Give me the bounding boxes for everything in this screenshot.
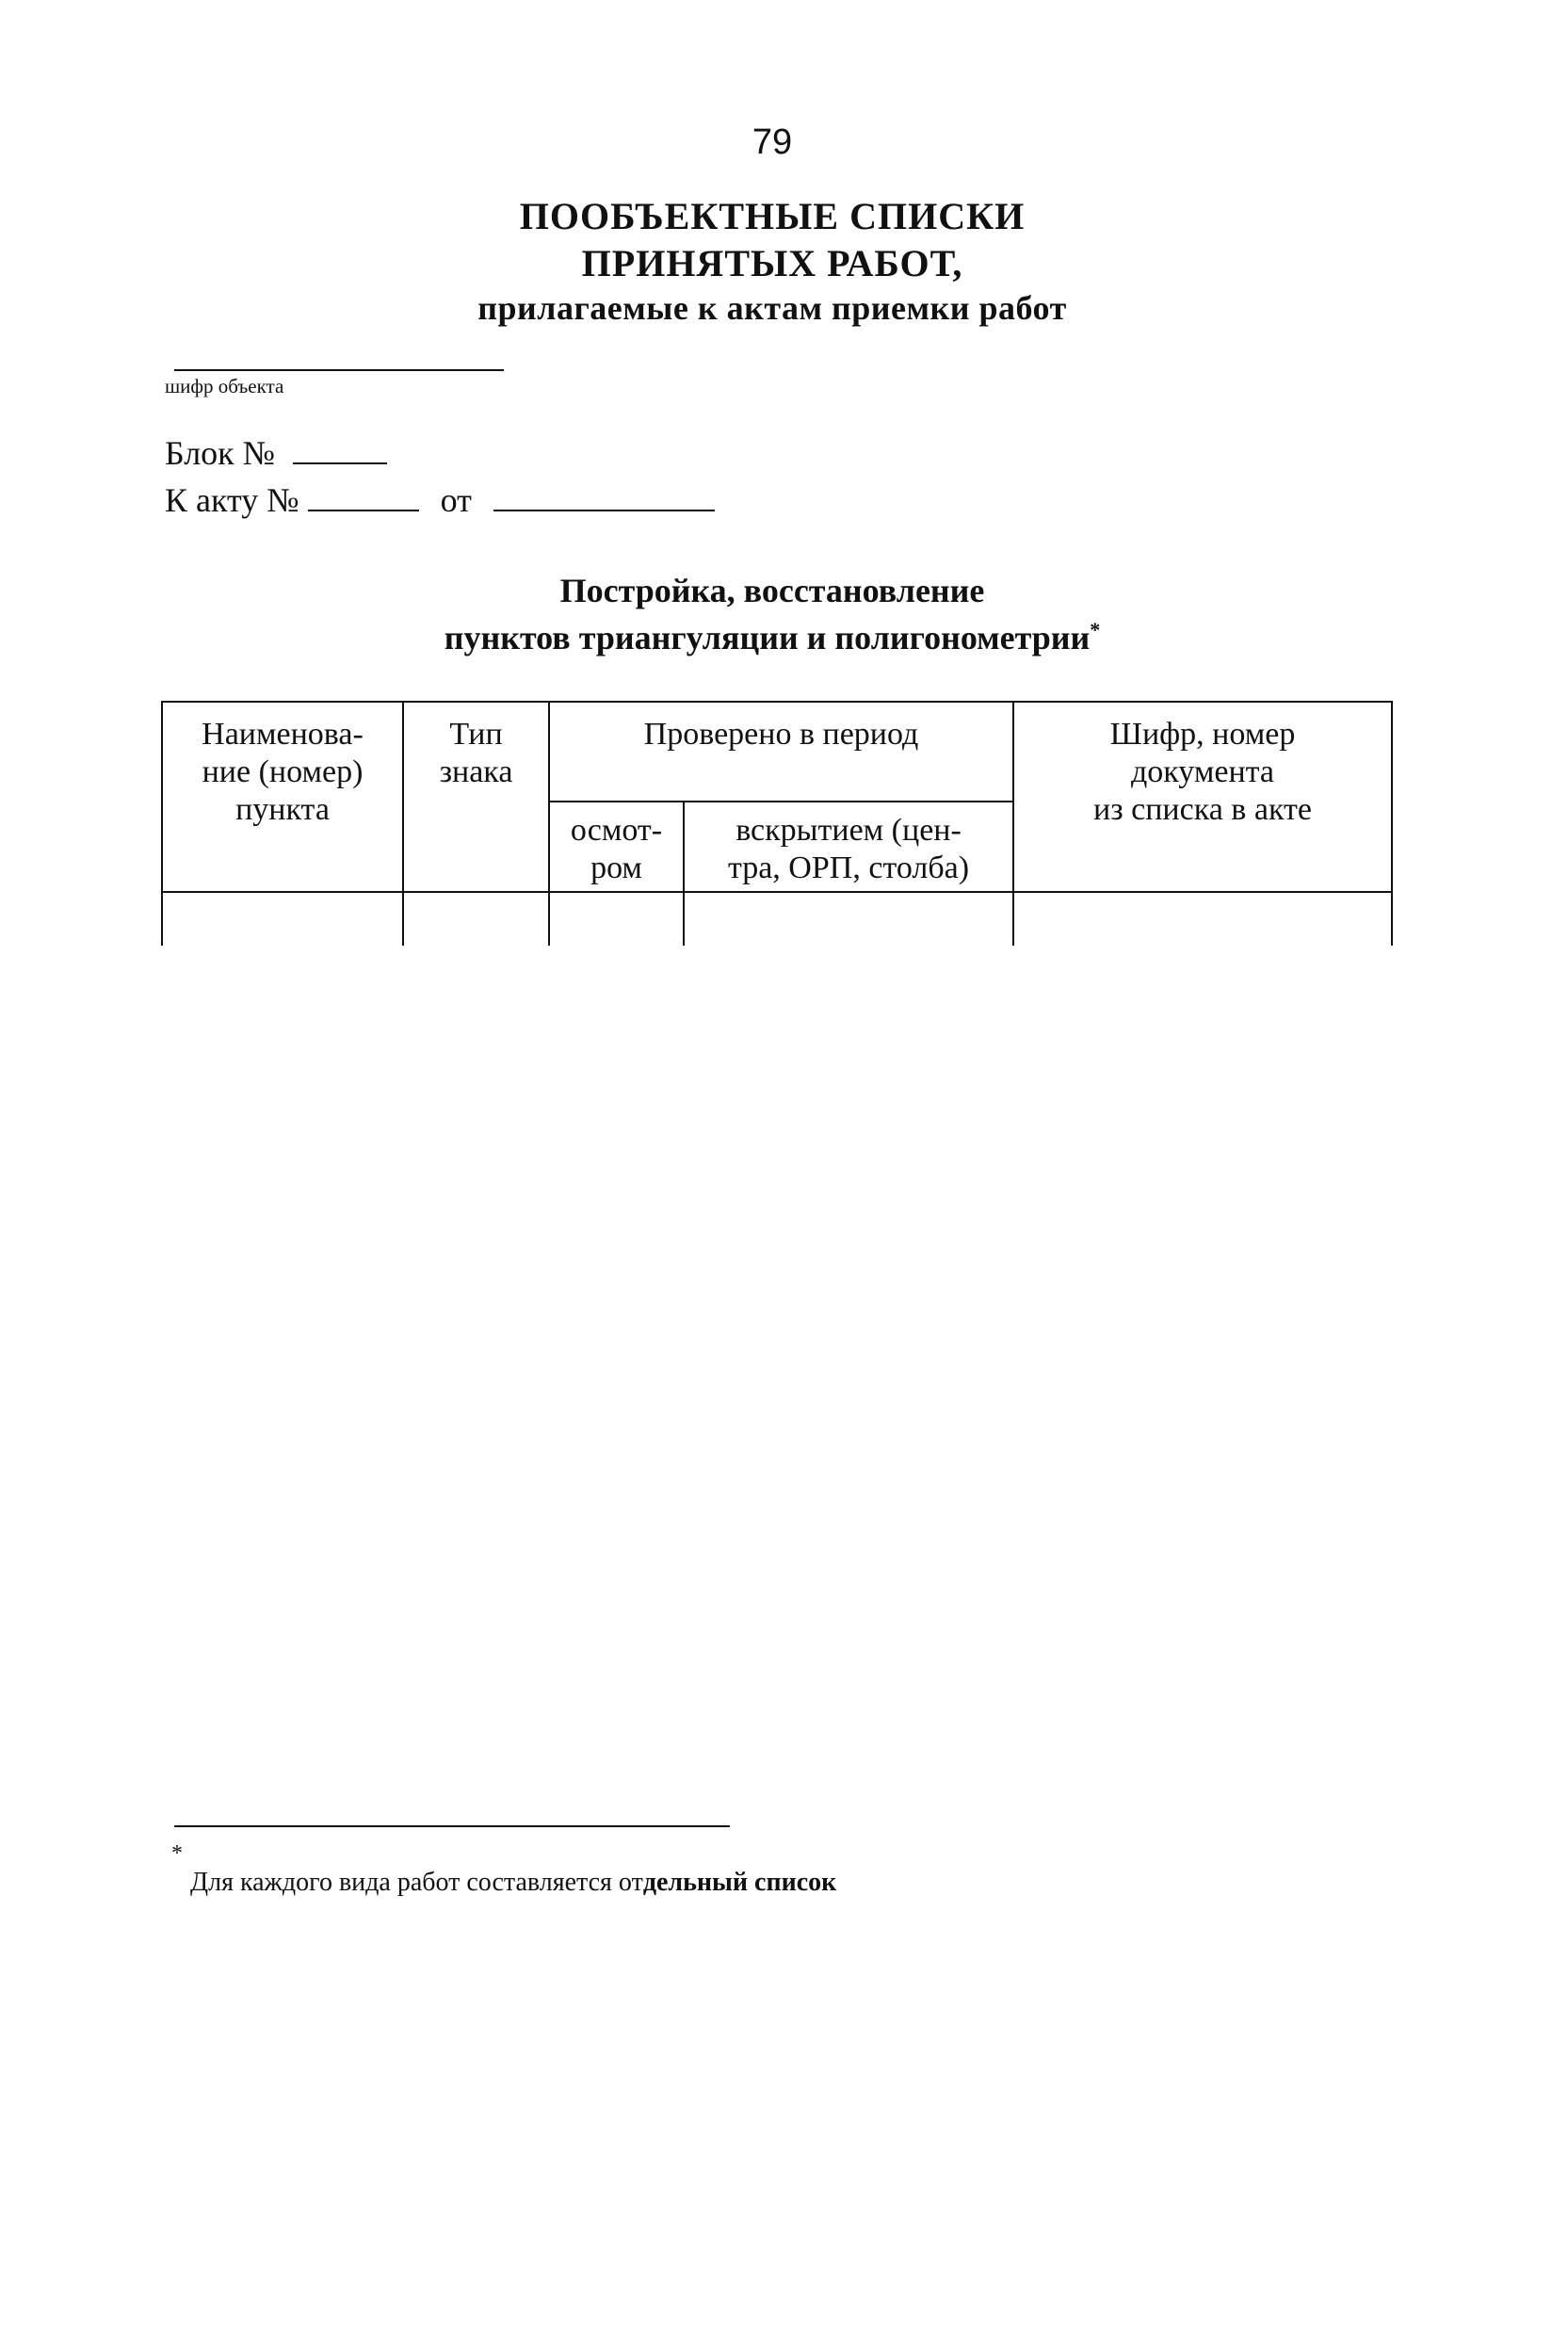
header-document-cipher-line-1: Шифр, номер	[1109, 717, 1296, 752]
table-cell-point-name	[162, 892, 403, 946]
header-opening-line-1: вскрытием (цен-	[736, 813, 962, 848]
block-number-row	[165, 433, 387, 473]
table-cell-opening	[684, 892, 1013, 946]
table-cell-document-cipher	[1013, 892, 1392, 946]
title-line-2: ПРИНЯТЫХ РАБОТ,	[581, 242, 963, 284]
title-line-1: ПООБЪЕКТНЫЕ СПИСКИ	[519, 195, 1026, 237]
document-title	[0, 193, 1544, 287]
table-cell-sign-type	[403, 892, 549, 946]
header-document-cipher-line-3: из списка в акте	[1093, 792, 1312, 827]
table-row	[162, 892, 1392, 946]
header-point-name-line-3: пункта	[235, 792, 330, 827]
header-cell-document-cipher	[1013, 702, 1392, 892]
section-title	[0, 567, 1544, 661]
act-date-label: от	[440, 481, 472, 519]
page-number: 79	[752, 122, 793, 162]
act-number-label: К акту №	[165, 481, 299, 519]
act-date-field	[493, 481, 715, 511]
section-title-line-2	[0, 614, 1544, 661]
cipher-field-line	[174, 369, 504, 371]
cipher-label: шифр объекта	[165, 375, 284, 397]
header-point-name-line-2: ние (номер)	[202, 754, 364, 789]
header-cell-inspection	[549, 802, 684, 892]
header-sign-type-line-1: Тип	[449, 717, 503, 752]
footnote-mark: *	[171, 1841, 183, 1866]
header-document-cipher-line-2: документа	[1130, 754, 1275, 789]
header-cell-opening	[684, 802, 1013, 892]
header-cell-checked-period: Проверено в период	[549, 702, 1013, 802]
footnote-separator	[174, 1825, 730, 1827]
footnote-reference-mark: *	[1090, 618, 1101, 641]
section-title-line-2-text: пунктов триангуляции и полигонометрии	[444, 619, 1091, 656]
document-subtitle: прилагаемые к актам приемки работ	[477, 289, 1067, 327]
footnote-text	[190, 1868, 836, 1898]
header-inspection-line-1: осмот-	[570, 813, 663, 848]
header-inspection-line-2: ром	[590, 850, 642, 885]
header-cell-sign-type	[403, 702, 549, 892]
section-title-line-1: Постройка, восстановление	[559, 572, 985, 609]
act-number-row	[165, 480, 715, 520]
header-sign-type-line-2: знака	[439, 754, 513, 789]
table-cell-inspection	[549, 892, 684, 946]
footnote-text-bold: дельный список	[642, 1868, 837, 1897]
works-table-wrapper	[161, 701, 1393, 946]
block-number-label: Блок №	[165, 434, 275, 472]
works-table	[161, 701, 1393, 946]
header-opening-line-2: тра, ОРП, столба)	[727, 850, 970, 885]
header-cell-point-name	[162, 702, 403, 892]
block-number-field	[293, 434, 387, 464]
footnote-text-regular: Для каждого вида работ составляется от	[190, 1868, 643, 1897]
act-number-field	[308, 481, 419, 511]
table-header-row-1	[162, 702, 1392, 802]
header-point-name-line-1: Наименова-	[202, 717, 364, 752]
